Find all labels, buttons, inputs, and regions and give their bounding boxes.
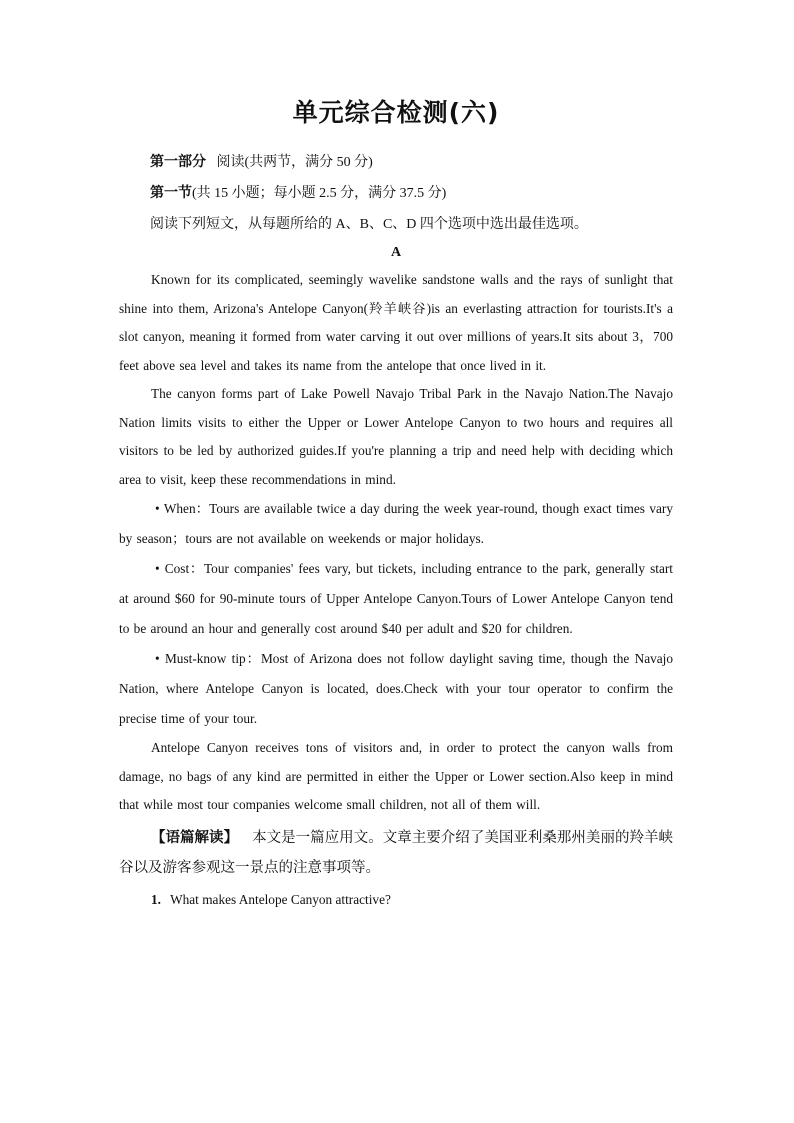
passage-label: A	[390, 245, 402, 260]
paragraph-2: The canyon forms part of Lake Powell Navajo Tribal Park in the Navajo Nation.The Navajo Nation limits visits to either the Upper or Lower Antelope Canyon to two hours and requires all visitors to be led by authorized guides.If you're planning a trip and need help with deciding which area to visit, keep these recommendations in mind.	[119, 386, 673, 487]
section-one-label: 第一节	[150, 185, 192, 201]
question-text: What makes Antelope Canyon attractive?	[170, 891, 391, 907]
section-one-desc: (共 15 小题；每小题 2.5 分，满分 37.5 分)	[192, 186, 447, 201]
question-1	[119, 885, 673, 915]
discourse-analysis	[119, 823, 673, 883]
closing-paragraph: Antelope Canyon receives tons of visitors and, in order to protect the canyon walls from damage, no bags of any kind are permitted in either the Upper or Lower section.Also keep in mind that while most tour companies welcome small children, not all of them will.	[119, 740, 673, 812]
page-title: 单元综合检测(六)	[292, 98, 500, 127]
question-number: 1.	[151, 891, 161, 907]
paragraph-1: Known for its complicated, seemingly wavelike sandstone walls and the rays of sunlight that shine into them, Arizona's Antelope Canyon(羚羊峡谷)is an everlasting attraction for tourists.It's a slot canyon, meaning it formed from water carving it out over millions of years.It sits about 3，700 feet above sea level and takes its name from the antelope that once lived in it.	[119, 272, 673, 373]
part-one-label: 第一部分	[150, 154, 206, 170]
part-one-heading	[119, 147, 673, 178]
section-one-heading	[119, 178, 673, 209]
document-page	[119, 96, 673, 915]
instruction: 阅读下列短文，从每题所给的 A、B、C、D 四个选项中选出最佳选项。	[150, 217, 588, 232]
bullet-tip: • Must-know tip：Most of Arizona does not follow daylight saving time, though the Navajo Nation, where Antelope Canyon is located, does.Check with your tour operator to confirm the precise time of your tour.	[119, 651, 673, 726]
bullet-when: • When：Tours are available twice a day during the week year-round, though exact times vary by season；tours are not available on weekends or major holidays.	[119, 501, 673, 546]
analysis-label: 【语篇解读】	[151, 829, 239, 846]
part-one-desc: 阅读(共两节，满分 50 分)	[216, 155, 373, 170]
bullet-cost: • Cost：Tour companies' fees vary, but tickets, including entrance to the park, generally start at around $60 for 90-minute tours of Upper Antelope Canyon.Tours of Lower Antelope Canyon tend to be around an hour and generally cost around $40 per adult and $20 for children.	[119, 561, 673, 636]
analysis-text: 本文是一篇应用文。文章主要介绍了美国亚利桑那州美丽的羚羊峡谷以及游客参观这一景点的注意事项等。	[119, 829, 674, 876]
